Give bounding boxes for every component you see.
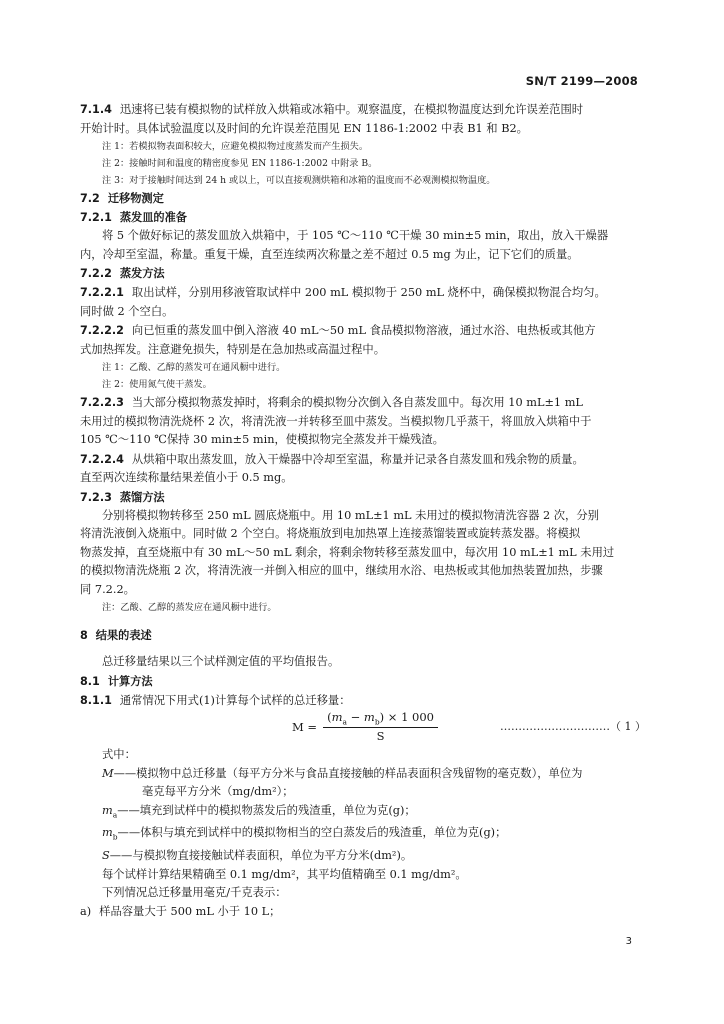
heading-7-2 bbox=[80, 189, 646, 208]
clause-number: 8.1.1 bbox=[80, 693, 112, 707]
clause-8-1-1 bbox=[80, 691, 646, 711]
note-1: 注 1：若模拟物表面积较大，应避免模拟物过度蒸发而产生损失。 bbox=[102, 141, 369, 152]
equation-number: …………………………（ 1 ） bbox=[500, 720, 646, 733]
clause-7-1-4 bbox=[80, 100, 646, 120]
definition-symbol: m bbox=[102, 803, 113, 817]
formula-numerator bbox=[323, 710, 438, 728]
clause-text: 迅速将已装有模拟物的试样放入烘箱或冰箱中。观察温度，在模拟物温度达到允许误差范围时 bbox=[119, 103, 584, 116]
definition-subscript: b bbox=[112, 832, 118, 842]
heading-number: 8.1 bbox=[80, 674, 100, 688]
definition-text: ——填充到试样中的模拟物蒸发后的残渣重，单位为克(g)； bbox=[117, 803, 416, 817]
paren-open: ( bbox=[327, 710, 332, 724]
definition-mb bbox=[80, 824, 646, 847]
clause-number: 7.2.2.4 bbox=[80, 452, 124, 466]
list-item-text: 样品容量大于 500 mL 小于 10 L； bbox=[99, 904, 281, 918]
definition-text: ——体积与填充到试样中的模拟物相当的空白蒸发后的残渣重，单位为克(g)； bbox=[117, 826, 507, 840]
clause-text: 取出试样，分别用移液管取试样中 200 mL 模拟物于 250 mL 烧杯中，确保模拟物混合均匀。 bbox=[131, 286, 606, 299]
heading-title: 蒸馏方法 bbox=[119, 490, 165, 504]
note-2: 注 2：接触时间和温度的精密度参见 EN 1186-1:2002 中附录 B。 bbox=[102, 158, 378, 169]
note-1: 注 1：乙酸、乙醇的蒸发可在通风橱中进行。 bbox=[102, 362, 286, 373]
document-body bbox=[80, 100, 646, 921]
clause-text: 通常情况下用式(1)计算每个试样的总迁移量： bbox=[119, 693, 351, 707]
heading-number: 8 bbox=[80, 629, 88, 642]
heading-title: 计算方法 bbox=[107, 674, 153, 688]
paragraph-7-2-3-line3: 物蒸发掉，直至烧瓶中有 30 mL～50 mL 剩余，将剩余物转移至蒸发皿中，每次用 10 mL±1 mL 未用过 bbox=[80, 545, 615, 559]
clause-7-2-2-4-cont: 直至两次连续称量结果差值小于 0.5 mg。 bbox=[80, 471, 293, 484]
note-2: 注 2：使用氮气使干蒸发。 bbox=[102, 379, 212, 390]
definition-text: ——模拟物中总迁移量（每平方分米与食品直接接触的样品表面积含残留物的毫克数），单位为 bbox=[113, 766, 583, 780]
heading-number: 7.2 bbox=[80, 192, 100, 205]
formula-lhs: M = bbox=[292, 719, 318, 734]
formula-expression bbox=[292, 710, 438, 743]
subscript-b: b bbox=[374, 717, 380, 727]
standard-code: SN/T 2199—2008 bbox=[525, 74, 638, 88]
note-3: 注 3：对于接触时间达到 24 h 或以上，可以直接观测烘箱和冰箱的温度而不必观测模拟物温度。 bbox=[102, 175, 496, 186]
heading-title: 结果的表述 bbox=[95, 629, 152, 642]
note: 注：乙酸、乙醇的蒸发应在通风橱中进行。 bbox=[102, 602, 277, 613]
list-item-label: a) bbox=[80, 904, 92, 918]
paragraph-8: 总迁移量结果以三个试样测定值的平均值报告。 bbox=[102, 655, 340, 668]
clause-number: 7.2.2.1 bbox=[80, 286, 124, 299]
definition-symbol: M bbox=[102, 766, 114, 780]
clause-7-2-2-1-cont: 同时做 2 个空白。 bbox=[80, 304, 174, 318]
paragraph-7-2-3-line2: 将清洗液倒入烧瓶中。同时做 2 个空白。将烧瓶放到电加热罩上连接蒸馏装置或旋转蒸发器。将模拟 bbox=[80, 527, 581, 540]
definition-M bbox=[80, 765, 646, 784]
formula-1 bbox=[80, 710, 646, 746]
following-statement: 下列情况总迁移量用毫克/千克表示： bbox=[102, 886, 287, 899]
heading-8 bbox=[80, 626, 646, 645]
clause-7-2-2-1 bbox=[80, 283, 646, 303]
definition-ma bbox=[80, 802, 646, 825]
clause-text: 从烘箱中取出蒸发皿，放入干燥器中冷却至室温，称量并记录各自蒸发皿和残余物的质量。 bbox=[131, 452, 584, 466]
clause-7-2-2-3-cont: 未用过的模拟物清洗烧杯 2 次，将清洗液一并转移至皿中蒸发。当模拟物几乎蒸干，将皿放入烘箱中于 bbox=[80, 414, 592, 428]
definition-symbol: m bbox=[102, 826, 113, 840]
paragraph-7-2-3: 分别将模拟物转移至 250 mL 圆底烧瓶中。用 10 mL±1 mL 未用过的模拟物清洗容器 2 次，分别 bbox=[102, 508, 599, 522]
list-item-a bbox=[80, 903, 646, 922]
heading-number: 7.2.3 bbox=[80, 490, 112, 504]
page-number: 3 bbox=[625, 936, 632, 947]
clause-7-2-2-2-cont: 式加热挥发。注意避免损失，特别是在急加热或高温过程中。 bbox=[80, 342, 386, 356]
clause-text: 向已恒重的蒸发皿中倒入溶液 40 mL～50 mL 食品模拟物溶液，通过水浴、电热板或其他方 bbox=[131, 324, 596, 337]
definition-text: ——与模拟物直接接触试样表面积，单位为平方分米(dm²)。 bbox=[109, 849, 413, 862]
precision-statement: 每个试样计算结果精确至 0.1 mg/dm²，其平均值精确至 0.1 mg/dm²。 bbox=[102, 867, 467, 881]
clause-7-2-2-3 bbox=[80, 393, 646, 413]
definition-symbol: S bbox=[102, 849, 110, 862]
clause-7-2-2-2 bbox=[80, 321, 646, 341]
clause-7-2-2-3-cont2: 105 ℃～110 ℃保持 30 min±5 min，使模拟物完全蒸发并干燥残渣。 bbox=[80, 433, 444, 446]
heading-7-2-3 bbox=[80, 488, 646, 507]
heading-8-1 bbox=[80, 672, 646, 691]
subscript-a: a bbox=[342, 717, 347, 727]
paren-close-times: ) × 1 000 bbox=[379, 710, 434, 724]
paragraph-7-2-1: 将 5 个做好标记的蒸发皿放入烘箱中，于 105 ℃～110 ℃干燥 30 min±5 min，取出，放入干燥器 bbox=[102, 229, 609, 242]
clause-number: 7.2.2.3 bbox=[80, 396, 124, 409]
symbol-m: m bbox=[331, 710, 343, 724]
heading-7-2-1 bbox=[80, 208, 646, 227]
heading-number: 7.2.1 bbox=[80, 211, 112, 224]
definition-S bbox=[80, 847, 646, 866]
heading-title: 蒸发皿的准备 bbox=[119, 211, 187, 224]
heading-number: 7.2.2 bbox=[80, 267, 112, 280]
where-label: 式中： bbox=[102, 748, 136, 761]
heading-7-2-2 bbox=[80, 264, 646, 283]
clause-7-2-2-4 bbox=[80, 450, 646, 470]
clause-number: 7.2.2.2 bbox=[80, 324, 124, 337]
formula-fraction bbox=[323, 710, 438, 743]
definition-M-cont: 毫克每平方分米（mg/dm²）； bbox=[142, 785, 294, 798]
clause-7-1-4-cont: 开始计时。具体试验温度以及时间的允许误差范围见 EN 1186-1:2002 中表 B1 和 B2。 bbox=[80, 121, 528, 135]
clause-text: 当大部分模拟物蒸发掉时，将剩余的模拟物分次倒入各自蒸发皿中。每次用 10 mL±1 mL bbox=[131, 396, 583, 409]
symbol-m: m bbox=[363, 710, 375, 724]
minus-sign: − bbox=[346, 710, 364, 724]
paragraph-7-2-3-line4: 的模拟物清洗烧瓶 2 次，将清洗液一并倒入相应的皿中，继续用水浴、电热板或其他加热装置加热，步骤 bbox=[80, 564, 603, 577]
heading-title: 蒸发方法 bbox=[119, 267, 165, 280]
heading-title: 迁移物测定 bbox=[107, 192, 164, 205]
paragraph-7-2-1-cont: 内，冷却至室温，称量。重复干燥，直至连续两次称量之差不超过 0.5 mg 为止，记下它们的质量。 bbox=[80, 247, 579, 261]
clause-number: 7.1.4 bbox=[80, 103, 112, 116]
definition-subscript: a bbox=[112, 809, 118, 819]
formula-denominator: S bbox=[376, 729, 385, 744]
paragraph-7-2-3-line5: 同 7.2.2。 bbox=[80, 582, 135, 596]
